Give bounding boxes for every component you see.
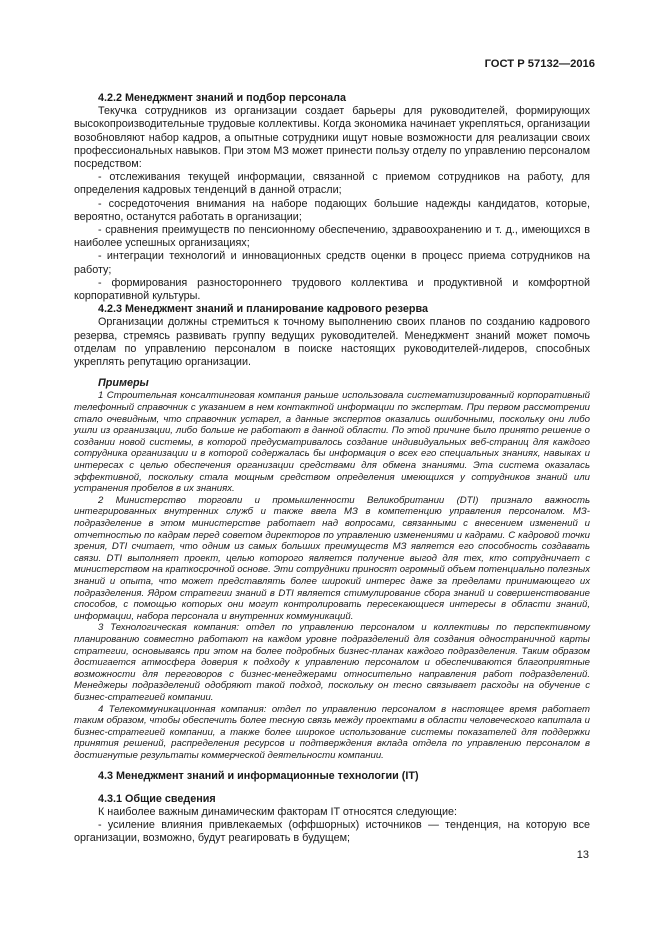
section-4-2-3-title: 4.2.3 Менеджмент знаний и планирование кадрового резерва <box>98 303 428 316</box>
section-4-2-2-intro: Текучка сотрудников из организации создает барьеры для руководителей, формирующих высокопроизводительные трудовые коллективы. Когда экономика начинает укрепляться, организации возобновляют набор кадров, а опытные сотрудники ищут новые возможности для реализации своих профессиональных навыков. При этом МЗ может принести пользу отделу по управлению персоналом посредством: <box>74 105 590 171</box>
page-content <box>74 92 590 845</box>
list-item: - отслеживания текущей информации, связанной с приемом сотрудников на работу, для определения кадровых тенденций в данной отрасли; <box>74 171 590 197</box>
page-number: 13 <box>576 849 589 861</box>
example-item: 2 Министерство торговли и промышленности Великобритании (DTI) признало важность интегрированных внутренних служб и также ввела МЗ в компетенцию управления персоналом. МЗ-подразделение в этом министерстве работает над вопросами, связанными с внесением изменений и отчетностью по кадрам перед советом директоров по управлению изменениями и кадрами. С кадровой точки зрения, DTI считает, что одним из самых больших преимуществ МЗ является его способность создавать связи. DTI выполняет проект, целью которого является получение выгод для тех, кто сотрудничает с министерством на краткосрочной основе. Эти сотрудники приносят огромный объем потенциально полезных знаний и опыта, что может представлять более широкий интерес даже за пределами принимающего их подразделения. Ядром стратегии знаний в DTI является стимулирование сбора знаний и совершенствование способов, с помощью которых они могут контролировать пересекающиеся интересы в области знаний, информации, набора персонала и внутренних коммуникаций. <box>74 494 590 622</box>
section-4-3-1-title: 4.3.1 Общие сведения <box>98 792 216 805</box>
example-item: 4 Телекоммуникационная компания: отдел по управлению персоналом в настоящее время работает таким образом, чтобы обеспечить более тесную связь между проектами в области человеческого капитала и бизнес-стратегией компании, а также более широкое использование системы показателей для поддержки принятия решений, распределения ресурсов и подтверждения вклада отдела по управлению персоналом в достигнутые результаты коммерческой деятельности компании. <box>74 703 590 761</box>
section-4-2-3-text: Организации должны стремиться к точному выполнению своих планов по созданию кадрового резерва, стремясь развивать группу ведущих руководителей. Менеджмент знаний может помочь отделам по управлению персоналом в поиске настоящих руководителей-лидеров, способных укреплять репутацию организации. <box>74 316 590 369</box>
section-4-2-2-title: 4.2.2 Менеджмент знаний и подбор персонала <box>98 92 346 104</box>
list-item: - интеграции технологий и инновационных средств оценки в процесс приема сотрудников на работу; <box>74 250 590 276</box>
spacer <box>74 761 590 770</box>
list-item: - усиление влияния привлекаемых (оффшорных) источников — тенденция, на которую все организации, возможно, будут реагировать в будущем; <box>74 819 590 845</box>
spacer <box>74 784 590 793</box>
list-item: - сосредоточения внимания на наборе подающих большие надежды кандидатов, которые, вероятно, останутся работать в организации; <box>74 197 590 223</box>
list-item: - сравнения преимуществ по пенсионному обеспечению, здравоохранению и т. д., имеющихся в наиболее успешных организациях; <box>74 224 590 250</box>
example-item: 1 Строительная консалтинговая компания раньше использовала систематизированный корпоративный телефонный справочник с указанием в нем контактной информации по экспертам. При первом рассмотрении стало очевидным, что справочник устарел, а данные экспертов оказались ошибочными, поскольку они либо ушли из организации, либо больше не работают в данной области. По этой причине было принято решение о создании новой системы, в которой предусматривалось создание индивидуальных веб-страниц для каждого сотрудника организации и в которой содержалась бы информация о всех его специальных знаниях, навыках и интересах с целью обеспечения организации средствами для обмена знаниями. Эта система оказалась эффективной, поскольку стала мощным средством определения имеющихся у сотрудников знаний или устранения пробелов в их знаниях. <box>74 390 590 495</box>
section-4-3-title: 4.3 Менеджмент знаний и информационные технологии (IT) <box>98 770 419 783</box>
examples-title: Примеры <box>98 377 149 390</box>
section-4-3-1-intro: К наиболее важным динамическим факторам IT относятся следующие: <box>98 805 458 818</box>
document-code: ГОСТ Р 57132—2016 <box>484 58 595 70</box>
list-item: - формирования разностороннего трудового коллектива и продуктивной и комфортной корпоративной культуры. <box>74 276 590 303</box>
example-item: 3 Технологическая компания: отдел по управлению персоналом и коллективы по перспективному планированию совместно работают на каждом уровне подразделений для создания одностраничной карты стратегии, основываясь при этом на более подробных бизнес-планах каждого подразделения. Таким образом достигается атмосфера доверия к подходу к управлению персоналом и обеспечиваются благоприятные возможности для переговоров с бизнес-менеджерами относительно направления работ подразделений. Менеджеры подразделений одобряют такой подход, поскольку он тесно связывает расходы на обучение с бизнес-стратегией компании. <box>74 622 590 703</box>
